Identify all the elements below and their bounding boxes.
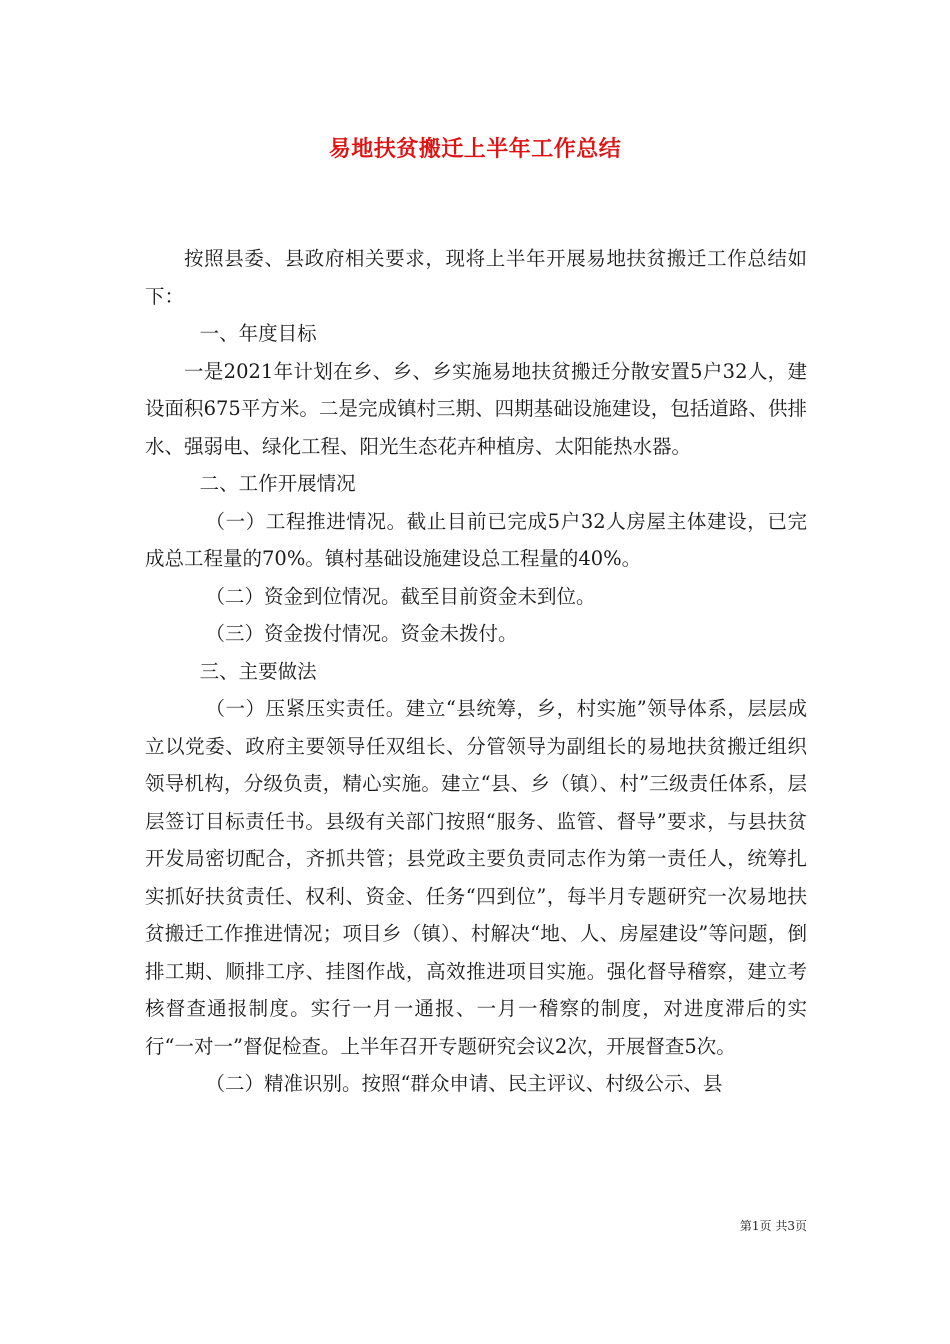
document-body: [145, 240, 807, 1103]
section-heading-methods: 三、主要做法: [199, 659, 317, 683]
paragraph-progress-2: （二）资金到位情况。截至目前资金未到位。: [205, 584, 596, 608]
paragraph-methods-1: （一）压紧压实责任。建立“县统筹，乡，村实施”领导体系，层层成立以党委、政府主要领导任双组长、分管领导为副组长的易地扶贫搬迁组织领导机构，分级负责，精心实施。建立“县、乡（镇）、村”三级责任体系，层层签订目标责任书。县级有关部门按照“服务、监管、督导”要求，与县扶贫开发局密切配合，齐抓共管；县党政主要负责同志作为第一责任人，统筹扎实抓好扶贫责任、权利、资金、任务“四到位”，每半月专题研究一次易地扶贫搬迁工作推进情况；项目乡（镇）、村解决“地、人、房屋建设”等问题，倒排工期、顺排工序、挂图作战，高效推进项目实施。强化督导稽察，建立考核督查通报制度。实行一月一通报、一月一稽察的制度，对进度滞后的实行“一对一”督促检查。上半年召开专题研究会议2次，开展督查5次。: [145, 697, 807, 1058]
paragraph-intro: 按照县委、县政府相关要求，现将上半年开展易地扶贫搬迁工作总结如下：: [145, 247, 807, 308]
paragraph-goals: 一是2021年计划在乡、乡、乡实施易地扶贫搬迁分散安置5户32人，建设面积675平方米。二是完成镇村三期、四期基础设施建设，包括道路、供排水、强弱电、绿化工程、阳光生态花卉种植房、太阳能热水器。: [145, 359, 807, 458]
section-heading-progress: 二、工作开展情况: [199, 472, 356, 495]
paragraph-progress-3: （三）资金拨付情况。资金未拨付。: [205, 622, 518, 645]
document-title: 易地扶贫搬迁上半年工作总结: [328, 136, 622, 162]
paragraph-methods-2: （二）精准识别。按照“群众申请、民主评议、村级公示、县: [205, 1072, 723, 1095]
section-heading-goals: 一、年度目标: [199, 322, 317, 345]
page-number: 第1页 共3页: [739, 1219, 807, 1233]
paragraph-progress-1: （一）工程推进情况。截止目前已完成5户32人房屋主体建设，已完成总工程量的70%。镇村基础设施建设总工程量的40%。: [145, 509, 807, 570]
